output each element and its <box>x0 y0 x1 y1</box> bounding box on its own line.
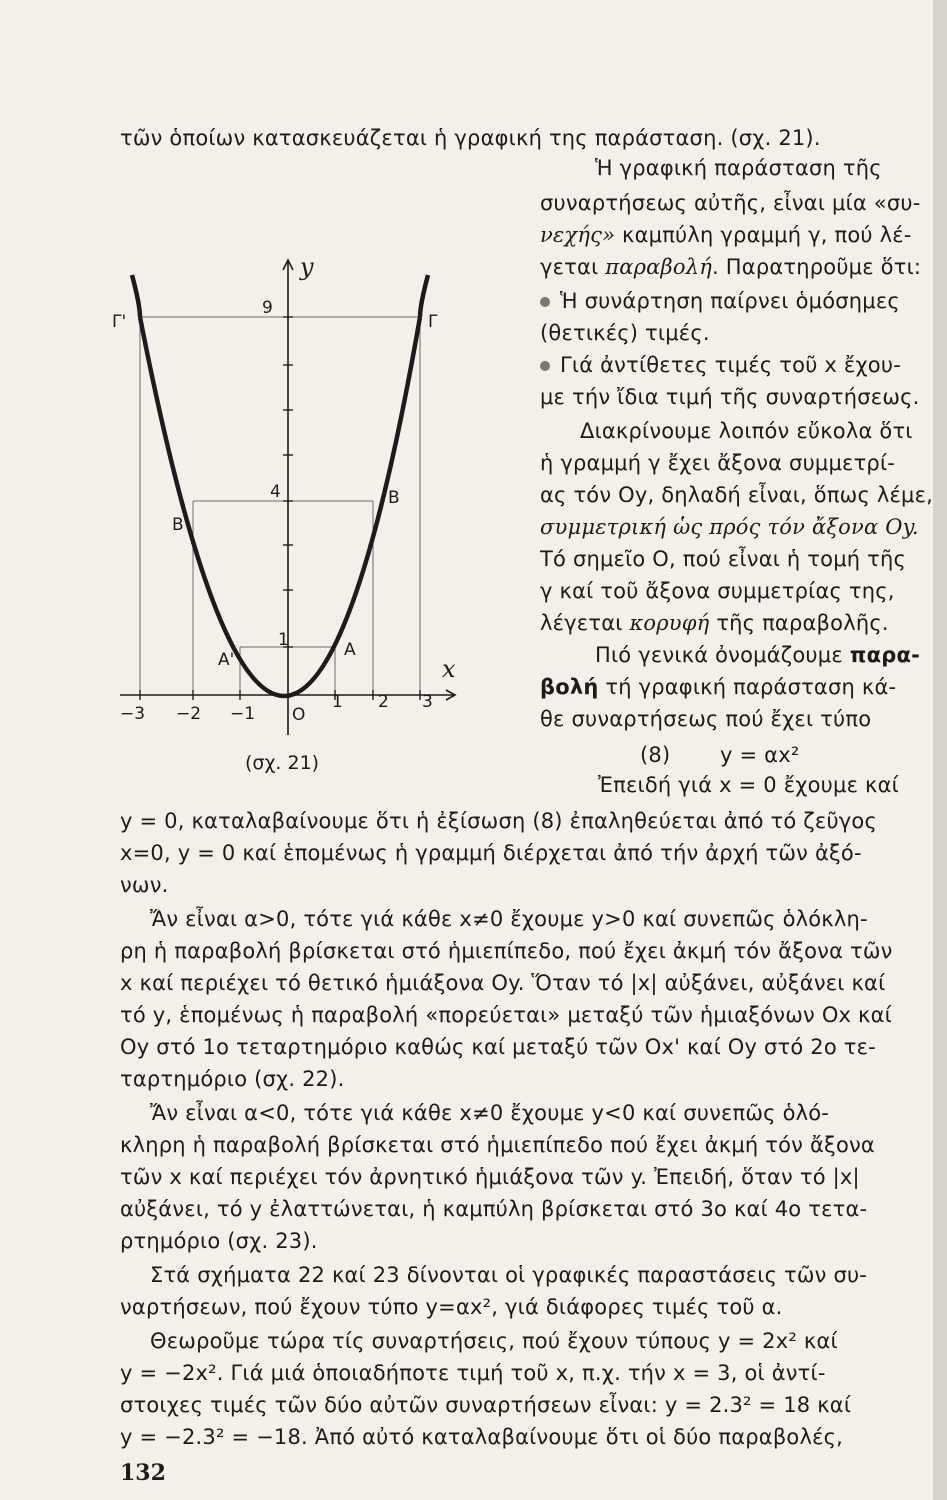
bullet-item-2-text: Γιά ἀντίθετες τιμές τοῦ x ἔχου- <box>560 353 901 377</box>
text-line-28: τό y, ἑπομένως ἡ παραβολή «πορεύεται» μεταξύ τῶν ἡμιαξόνων Ox καί <box>120 1003 892 1027</box>
parabola-figure <box>110 245 470 745</box>
origin-label: O <box>292 705 306 725</box>
text-line-15: γ καί τοῦ ἄξονα συμμετρίας της, <box>540 579 895 603</box>
x-axis-label: x <box>442 655 456 683</box>
text-line-22: y = 0, καταλαβαίνουμε ὅτι ἡ ἐξίσωση (8) ἐπαληθεύεται ἀπό τό ζεῦγος <box>120 809 878 833</box>
bullet-item-2 <box>540 352 901 378</box>
point-label-beta-prime: Β' <box>172 515 189 535</box>
text-line-31: Ἄν εἶναι α<0, τότε γιά κάθε x≠0 ἔχουμε y<0 καί συνεπῶς ὁλό- <box>150 1101 830 1125</box>
text-line-11: ἡ γραμμή γ ἔχει ἄξονα συμμετρί- <box>540 451 896 475</box>
y-tick-label-4: 4 <box>270 482 281 502</box>
text-line-30: ταρτημόριο (σχ. 22). <box>120 1067 345 1091</box>
text-line-24: νων. <box>120 873 169 897</box>
text-line-29: Oy στό 1ο τεταρτημόριο καθώς καί μεταξύ τῶν Ox' καί Oy στό 2ο τε- <box>120 1035 876 1059</box>
text-line-33: τῶν x καί περιέχει τόν ἀρνητικό ἡμιάξονα τῶν y. Ἐπειδή, ὅταν τό |x| <box>120 1165 860 1189</box>
text-bold-para: παρα- <box>849 643 920 667</box>
bullet-icon <box>540 297 550 307</box>
text-line-40: στοιχες τιμές τῶν δύο αὐτῶν συναρτήσεων εἶναι: y = 2.3² = 18 καί <box>120 1393 852 1417</box>
text-bold-voli: βολή <box>540 675 599 699</box>
bullet-item-1-text: Ἡ συνάρτηση παίρνει ὁμόσημες <box>560 289 900 313</box>
text-line-21: Ἐπειδή γιά x = 0 ἔχουμε καί <box>598 773 899 797</box>
text-line-16 <box>540 610 889 636</box>
text-line-35: ρτημόριο (σχ. 23). <box>120 1229 318 1253</box>
y-tick-label-9: 9 <box>262 298 273 318</box>
text-line-16-start: λέγεται <box>540 611 630 635</box>
text-line-32: κληρη ἡ παραβολή βρίσκεται στό ἡμιεπίπεδο πού ἔχει ἀκμή τόν ἄξονα <box>120 1133 875 1157</box>
point-label-alpha: Α <box>344 640 356 660</box>
text-italic-parabola: παραβολή <box>605 255 713 279</box>
text-line-26: ρη ἡ παραβολή βρίσκεται στό ἡμιεπίπεδο, πού ἔχει ἀκμή τόν ἄξονα τῶν <box>120 939 893 963</box>
y-axis-label: y <box>300 253 314 281</box>
text-line-41: y = −2.3² = −18. Ἀπό αὐτό καταλαβαίνουμε ὅτι οἱ δύο παραβολές, <box>120 1425 844 1449</box>
x-tick-label-3: 3 <box>422 692 433 712</box>
text-line-9: με τήν ἴδια τιμή τῆς συναρτήσεως. <box>540 385 920 409</box>
text-line-16-end: τῆς παραβολῆς. <box>709 611 889 635</box>
text-line-10: Διακρίνουμε λοιπόν εὔκολα ὅτι <box>580 419 913 443</box>
text-line-27: x καί περιέχει τό θετικό ἡμιάξονα Oy. Ὅταν τό |x| αὐξάνει, αὐξάνει καί <box>120 971 886 995</box>
text-line-13: συμμετρική ὡς πρός τόν ἄξονα Oy. <box>540 515 919 539</box>
point-label-gamma-prime: Γ' <box>112 312 127 332</box>
y-tick-label-1: 1 <box>278 630 289 650</box>
page-number: 132 <box>120 1460 166 1486</box>
x-tick-label-1: 1 <box>332 692 343 712</box>
figure-caption: (σχ. 21) <box>245 752 320 774</box>
x-tick-label-2: 2 <box>378 692 389 712</box>
text-line-18 <box>540 674 896 700</box>
text-line-4 <box>540 222 912 248</box>
text-line-5 <box>540 254 921 280</box>
text-line-38: Θεωροῦμε τώρα τίς συναρτήσεις, πού ἔχουν τύπους y = 2x² καί <box>150 1329 838 1353</box>
point-label-alpha-prime: Α' <box>218 650 235 670</box>
text-line-36: Στά σχήματα 22 καί 23 δίνονται οἱ γραφικές παραστάσεις τῶν συ- <box>150 1263 868 1287</box>
point-label-gamma: Γ <box>428 312 438 332</box>
x-tick-label-neg1: −1 <box>230 704 256 724</box>
text-line-7: (θετικές) τιμές. <box>540 321 710 345</box>
text-line-37: ναρτήσεων, πού ἔχουν τύπο y=αx², γιά διάφορες τιμές τοῦ α. <box>120 1295 783 1319</box>
text-line-19: θε συναρτήσεως πού ἔχει τύπο <box>540 707 872 731</box>
text-italic-synechis: νεχής» <box>540 223 616 247</box>
text-line-23: x=0, y = 0 καί ἑπομένως ἡ γραμμή διέρχεται ἀπό τήν ἀρχή τῶν ἀξό- <box>120 841 862 865</box>
text-line-14: Τό σημεῖο O, πού εἶναι ἡ τομή τῆς <box>540 547 907 571</box>
text-line-18-rest: τή γραφική παράσταση κά- <box>598 675 897 699</box>
point-label-beta: Β <box>388 488 400 508</box>
text-line-17-start: Πιό γενικά ὀνομάζουμε <box>595 643 850 667</box>
text-line-2: Ἡ γραφική παράσταση τῆς <box>595 156 882 180</box>
text-line-3: συναρτήσεως αὐτῆς, εἶναι μία «συ- <box>540 191 921 215</box>
text-line-1: τῶν ὁποίων κατασκευάζεται ἡ γραφική της παράσταση. (σχ. 21). <box>120 126 821 150</box>
text-line-12: ας τόν Oy, δηλαδή εἶναι, ὅπως λέμε, <box>540 483 934 507</box>
page-edge-shadow <box>933 0 947 1500</box>
text-line-25: Ἄν εἶναι α>0, τότε γιά κάθε x≠0 ἔχουμε y>0 καί συνεπῶς ὁλόκλη- <box>150 907 868 931</box>
text-line-5-start: γεται <box>540 255 606 279</box>
bullet-item-1 <box>540 288 900 314</box>
text-line-5-end: . Παρατηροῦμε ὅτι: <box>712 255 922 279</box>
text-line-17 <box>595 642 920 668</box>
text-line-34: αὐξάνει, τό y ἐλαττώνεται, ἡ καμπύλη βρίσκεται στό 3ο καί 4ο τετα- <box>120 1197 868 1221</box>
text-italic-koryfi: κορυφή <box>629 611 710 635</box>
x-tick-label-neg2: −2 <box>176 704 202 724</box>
x-tick-label-neg3: −3 <box>120 704 146 724</box>
equation: y = αx² <box>720 743 800 767</box>
bullet-icon <box>540 361 550 371</box>
equation-label: (8) <box>640 743 671 767</box>
text-line-4-rest: καμπύλη γραμμή γ, πού λέ- <box>615 223 912 247</box>
text-line-39: y = −2x². Γιά μιά ὁποιαδήποτε τιμή τοῦ x, π.χ. τήν x = 3, οἱ ἀντί- <box>120 1361 826 1385</box>
